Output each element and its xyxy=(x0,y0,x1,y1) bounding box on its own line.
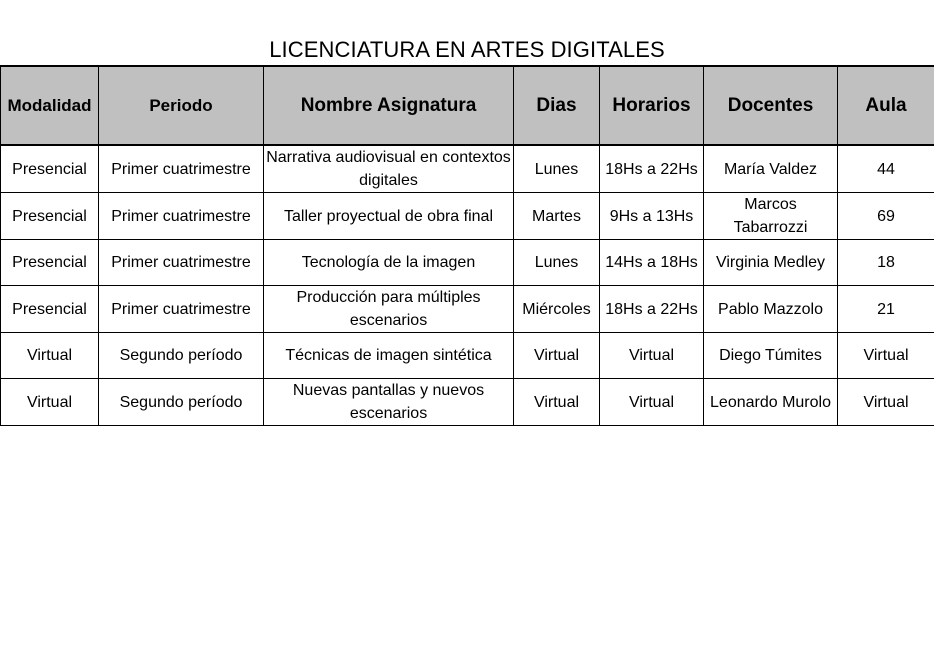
header-asignatura: Nombre Asignatura xyxy=(264,66,514,145)
table-row xyxy=(1,379,934,426)
cell-horarios: Virtual xyxy=(600,333,704,379)
header-aula: Aula xyxy=(838,66,934,145)
cell-modalidad: Presencial xyxy=(1,286,99,333)
cell-docentes: Pablo Mazzolo xyxy=(704,286,838,333)
cell-dias: Miércoles xyxy=(514,286,600,333)
cell-modalidad: Presencial xyxy=(1,193,99,240)
header-modalidad: Modalidad xyxy=(1,66,99,145)
cell-aula: 69 xyxy=(838,193,934,240)
cell-asignatura: Taller proyectual de obra final xyxy=(264,193,514,240)
cell-dias: Virtual xyxy=(514,333,600,379)
cell-docentes: Leonardo Murolo xyxy=(704,379,838,426)
cell-modalidad: Presencial xyxy=(1,240,99,286)
cell-dias: Lunes xyxy=(514,145,600,193)
cell-aula: Virtual xyxy=(838,379,934,426)
cell-periodo: Primer cuatrimestre xyxy=(99,145,264,193)
cell-horarios: 9Hs a 13Hs xyxy=(600,193,704,240)
cell-horarios: Virtual xyxy=(600,379,704,426)
cell-modalidad: Presencial xyxy=(1,145,99,193)
cell-asignatura: Tecnología de la imagen xyxy=(264,240,514,286)
cell-modalidad: Virtual xyxy=(1,333,99,379)
cell-asignatura: Técnicas de imagen sintética xyxy=(264,333,514,379)
cell-dias: Martes xyxy=(514,193,600,240)
cell-periodo: Segundo período xyxy=(99,333,264,379)
header-dias: Dias xyxy=(514,66,600,145)
table-row xyxy=(1,240,934,286)
table-header-row xyxy=(1,66,934,145)
cell-horarios: 18Hs a 22Hs xyxy=(600,145,704,193)
cell-docentes: Diego Túmites xyxy=(704,333,838,379)
cell-dias: Virtual xyxy=(514,379,600,426)
cell-aula: 21 xyxy=(838,286,934,333)
cell-aula: 44 xyxy=(838,145,934,193)
cell-periodo: Primer cuatrimestre xyxy=(99,193,264,240)
cell-aula: 18 xyxy=(838,240,934,286)
header-periodo: Periodo xyxy=(99,66,264,145)
cell-docentes: Marcos Tabarrozzi xyxy=(704,193,838,240)
cell-asignatura: Producción para múltiples escenarios xyxy=(264,286,514,333)
schedule-table xyxy=(0,65,934,426)
header-horarios: Horarios xyxy=(600,66,704,145)
cell-dias: Lunes xyxy=(514,240,600,286)
cell-horarios: 18Hs a 22Hs xyxy=(600,286,704,333)
cell-docentes: Virginia Medley xyxy=(704,240,838,286)
cell-periodo: Primer cuatrimestre xyxy=(99,286,264,333)
table-row xyxy=(1,286,934,333)
table-row xyxy=(1,145,934,193)
cell-asignatura: Nuevas pantallas y nuevos escenarios xyxy=(264,379,514,426)
cell-periodo: Segundo período xyxy=(99,379,264,426)
cell-docentes: María Valdez xyxy=(704,145,838,193)
cell-aula: Virtual xyxy=(838,333,934,379)
page-title: LICENCIATURA EN ARTES DIGITALES xyxy=(269,37,665,62)
cell-asignatura: Narrativa audiovisual en contextos digitales xyxy=(264,145,514,193)
table-row xyxy=(1,193,934,240)
table-row xyxy=(1,333,934,379)
cell-periodo: Primer cuatrimestre xyxy=(99,240,264,286)
cell-horarios: 14Hs a 18Hs xyxy=(600,240,704,286)
cell-modalidad: Virtual xyxy=(1,379,99,426)
header-docentes: Docentes xyxy=(704,66,838,145)
